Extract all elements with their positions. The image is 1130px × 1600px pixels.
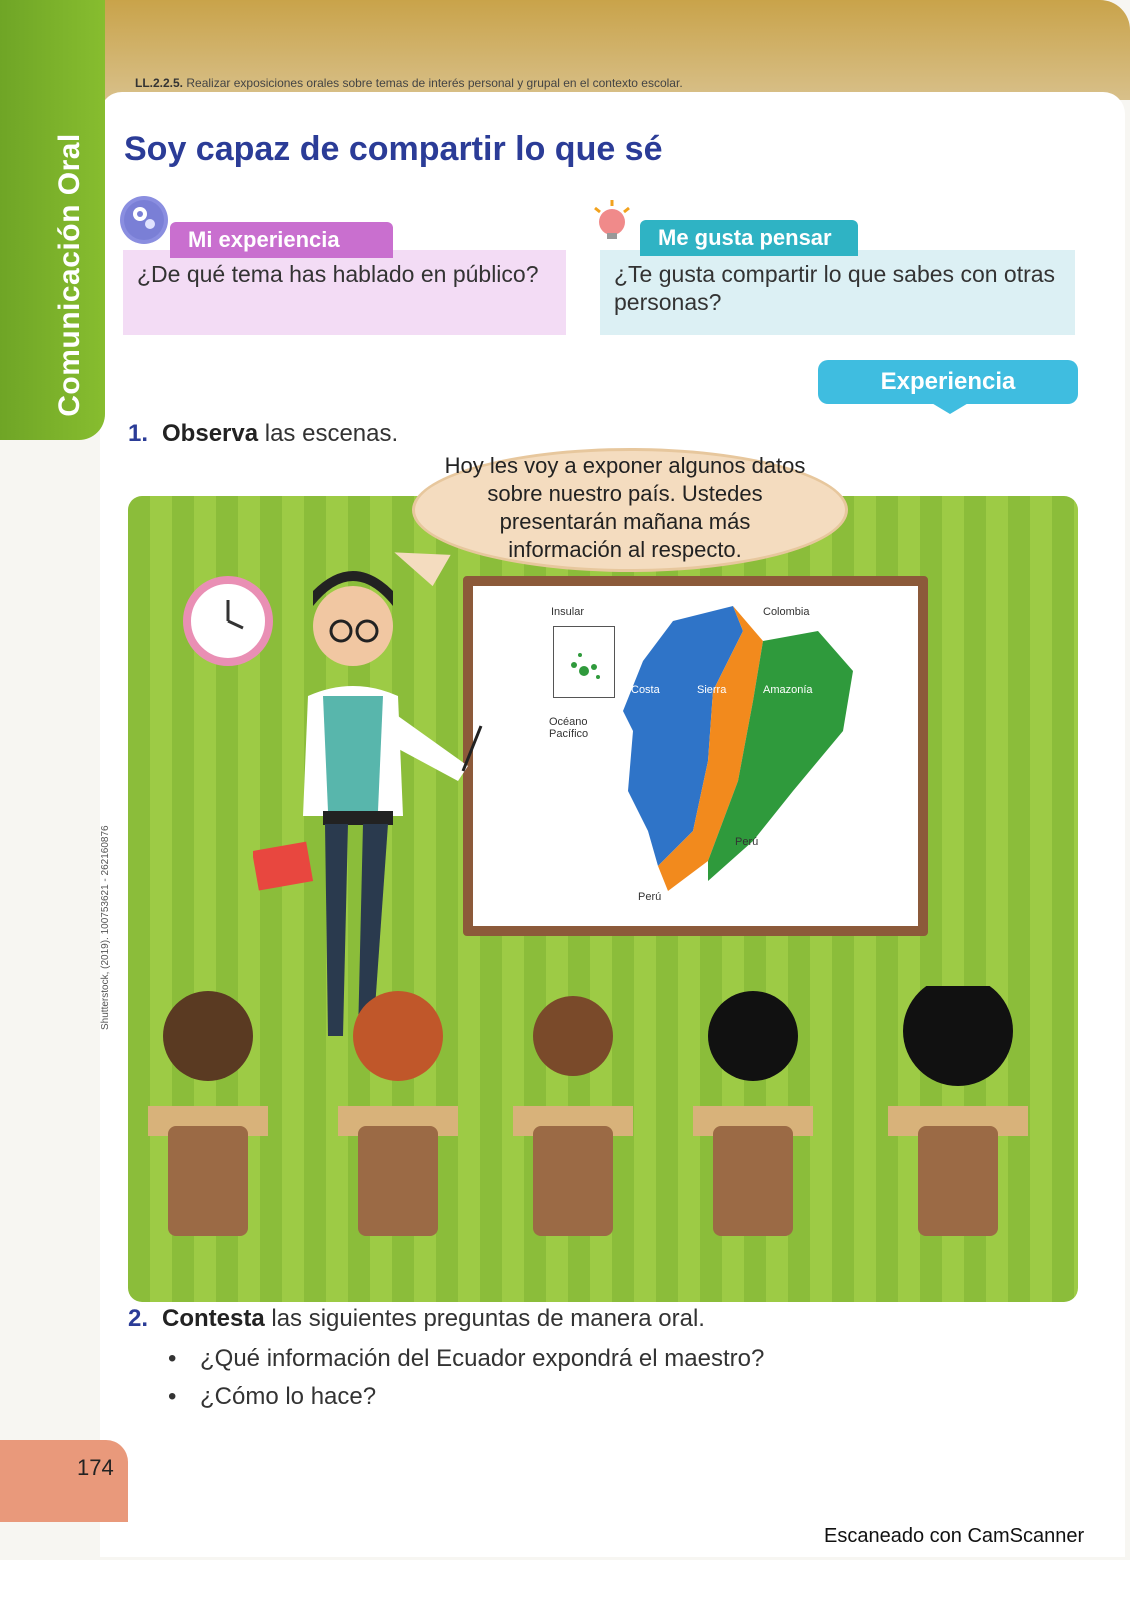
standard-code: LL.2.2.5. — [135, 76, 184, 90]
map-label-colombia: Colombia — [763, 606, 810, 618]
page-title: Soy capaz de compartir lo que sé — [124, 130, 663, 168]
mi-experiencia-box — [123, 250, 566, 335]
curriculum-standard — [135, 76, 695, 102]
ecuador-map — [613, 601, 863, 901]
question-2 — [128, 1305, 705, 1333]
map-label-costa: Costa — [631, 684, 660, 696]
map-label-amazonia: Amazonía — [763, 684, 813, 696]
me-gusta-pensar-question: ¿Te gusta compartir lo que sabes con otras personas? — [614, 261, 1056, 315]
side-tab-label: Comunicación Oral — [53, 133, 86, 417]
galapagos-inset — [553, 626, 615, 698]
speech-text: Hoy les voy a exponer algunos datos sobre nuestro país. Ustedes presentarán mañana más información al respecto. — [444, 453, 806, 562]
image-credit: Shutterstock, (2019). 100753621 - 262160876 — [100, 825, 111, 1030]
teacher-figure — [253, 556, 483, 1056]
map-label-peru-south: Perú — [638, 891, 662, 903]
whiteboard-map — [463, 576, 928, 936]
mi-experiencia-question: ¿De qué tema has hablado en público? — [137, 261, 539, 287]
page-number: 174 — [77, 1455, 114, 1480]
section-side-tab — [0, 0, 105, 440]
page-number-tab — [0, 1440, 128, 1522]
bullet-question-text: ¿Qué información del Ecuador expondrá el maestro? — [200, 1345, 765, 1372]
experiencia-banner-arrow — [930, 402, 970, 414]
question-1 — [128, 420, 398, 448]
me-gusta-pensar-tag: Me gusta pensar — [640, 220, 858, 256]
map-label-peru-east: Perú — [735, 836, 759, 848]
students-row — [128, 986, 1078, 1302]
bullet-question — [170, 1383, 376, 1411]
map-label-sierra: Sierra — [697, 684, 727, 696]
question-2-verb: Contesta — [162, 1305, 265, 1332]
question-1-text: las escenas. — [264, 420, 399, 447]
me-gusta-pensar-box — [600, 250, 1075, 335]
head-gears-icon — [120, 196, 168, 244]
standard-text: Realizar exposiciones orales sobre temas de interés personal y grupal en el contexto escolar. — [186, 76, 683, 90]
scanner-footer: Escaneado con CamScanner — [824, 1525, 1085, 1547]
question-1-number: 1. — [128, 420, 149, 447]
question-2-text: las siguientes preguntas de manera oral. — [271, 1305, 705, 1332]
question-2-number: 2. — [128, 1305, 149, 1332]
map-label-insular: Insular — [551, 606, 585, 618]
lightbulb-brain-icon — [590, 198, 634, 242]
mi-experiencia-tag: Mi experiencia — [170, 222, 393, 258]
map-label-oceano: Océano Pacífico — [549, 716, 589, 740]
classroom-illustration — [128, 496, 1078, 1302]
bullet-question-text: ¿Cómo lo hace? — [200, 1383, 377, 1410]
experiencia-banner: Experiencia — [818, 360, 1078, 404]
question-1-verb: Observa — [162, 420, 259, 447]
bullet-question — [170, 1345, 764, 1373]
